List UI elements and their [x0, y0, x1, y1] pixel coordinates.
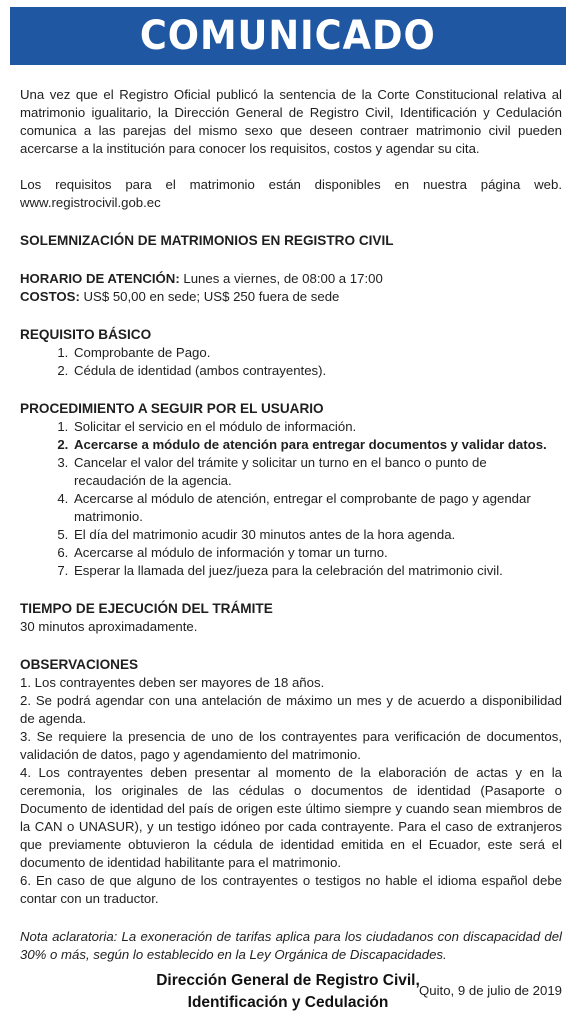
list-item: 7. Esperar la llamada del juez/jueza para la celebración del matrimonio civil. — [72, 562, 562, 580]
procedimiento-list — [20, 418, 562, 580]
list-item: 6. En caso de que alguno de los contrayentes o testigos no hable el idioma español debe contar con un traductor. — [20, 873, 562, 906]
list-item: 1. Solicitar el servicio en el módulo de información. — [72, 418, 562, 436]
document-body — [20, 86, 562, 1000]
list-item: 2. Acercarse a módulo de atención para entregar documentos y validar datos. — [72, 436, 562, 454]
horario-value: Lunes a viernes, de 08:00 a 17:00 — [179, 271, 383, 286]
procedimiento-title: PROCEDIMIENTO A SEGUIR POR EL USUARIO — [20, 401, 324, 416]
observaciones-list — [20, 674, 562, 908]
list-item: 4. Acercarse al módulo de atención, entregar el comprobante de pago y agendar matrimonio. — [72, 490, 562, 526]
list-item: 1. Los contrayentes deben ser mayores de 18 años. — [20, 675, 325, 690]
list-item: 6. Acercarse al módulo de información y tomar un turno. — [72, 544, 562, 562]
requirements-web-paragraph: Los requisitos para el matrimonio están disponibles en nuestra página web. www.registrocivil.gob.ec — [20, 177, 562, 210]
nota-aclaratoria: Nota aclaratoria: La exoneración de tarifas aplica para los ciudadanos con discapacidad del 30% o más, según lo establecido en la Ley Orgánica de Discapacidades. — [20, 929, 562, 962]
header-banner — [0, 0, 576, 70]
document-date: Quito, 9 de julio de 2019 — [419, 983, 562, 998]
list-item: 1. Comprobante de Pago. — [72, 344, 562, 362]
costos-value: US$ 50,00 en sede; US$ 250 fuera de sede — [79, 289, 340, 304]
list-item: 2. Cédula de identidad (ambos contrayentes). — [72, 362, 562, 380]
footer-signature — [0, 970, 576, 1014]
requisito-list — [20, 344, 562, 380]
intro-paragraph: Una vez que el Registro Oficial publicó la sentencia de la Corte Constitucional relativa al matrimonio igualitario, la Dirección General de Registro Civil, Identificación y Cedulación comunica a las parejas del mismo sexo que deseen contraer matrimonio civil pueden acercarse a la institución para conocer los requisitos, costos y agendar su cita. — [20, 87, 562, 156]
tiempo-title: TIEMPO DE EJECUCIÓN DEL TRÁMITE — [20, 601, 273, 616]
horario-line — [20, 270, 562, 288]
list-item: 3. Se requiere la presencia de uno de los contrayentes para verificación de documentos, validación de datos, pago y agendamiento del matrimonio. — [20, 729, 562, 762]
tiempo-value: 30 minutos aproximadamente. — [20, 619, 198, 634]
list-item: 5. El día del matrimonio acudir 30 minutos antes de la hora agenda. — [72, 526, 562, 544]
list-item: 4. Los contrayentes deben presentar al momento de la elaboración de actas y en la ceremonia, los originales de las cédulas o documentos de identidad (Pasaporte o Documento de identidad del país de origen este último siempre y cuando sean miembros de la CAN o UNASUR), y un testigo idóneo por cada contrayente. Para el caso de extranjeros que previamente obtuvieron la cédula de identidad emitida en el Ecuador, este será el documento de identidad habilitante para el matrimonio. — [20, 765, 562, 870]
footer-line-1: Dirección General de Registro Civil, — [156, 972, 420, 989]
observaciones-title: OBSERVACIONES — [20, 657, 139, 672]
horario-label: HORARIO DE ATENCIÓN: — [20, 271, 180, 286]
list-item: 2. Se podrá agendar con una antelación de máximo un mes y de acuerdo a disponibilidad de agenda. — [20, 693, 562, 726]
footer-line-2: Identificación y Cedulación — [187, 994, 389, 1011]
costos-label: COSTOS: — [20, 289, 80, 304]
section-main-title: SOLEMNIZACIÓN DE MATRIMONIOS EN REGISTRO CIVIL — [20, 233, 394, 248]
costos-line — [20, 288, 562, 306]
requisito-title: REQUISITO BÁSICO — [20, 327, 152, 342]
page-title: COMUNICADO — [140, 13, 436, 59]
banner-bar — [10, 7, 566, 65]
list-item: 3. Cancelar el valor del trámite y solicitar un turno en el banco o punto de recaudación de la agencia. — [72, 454, 562, 490]
